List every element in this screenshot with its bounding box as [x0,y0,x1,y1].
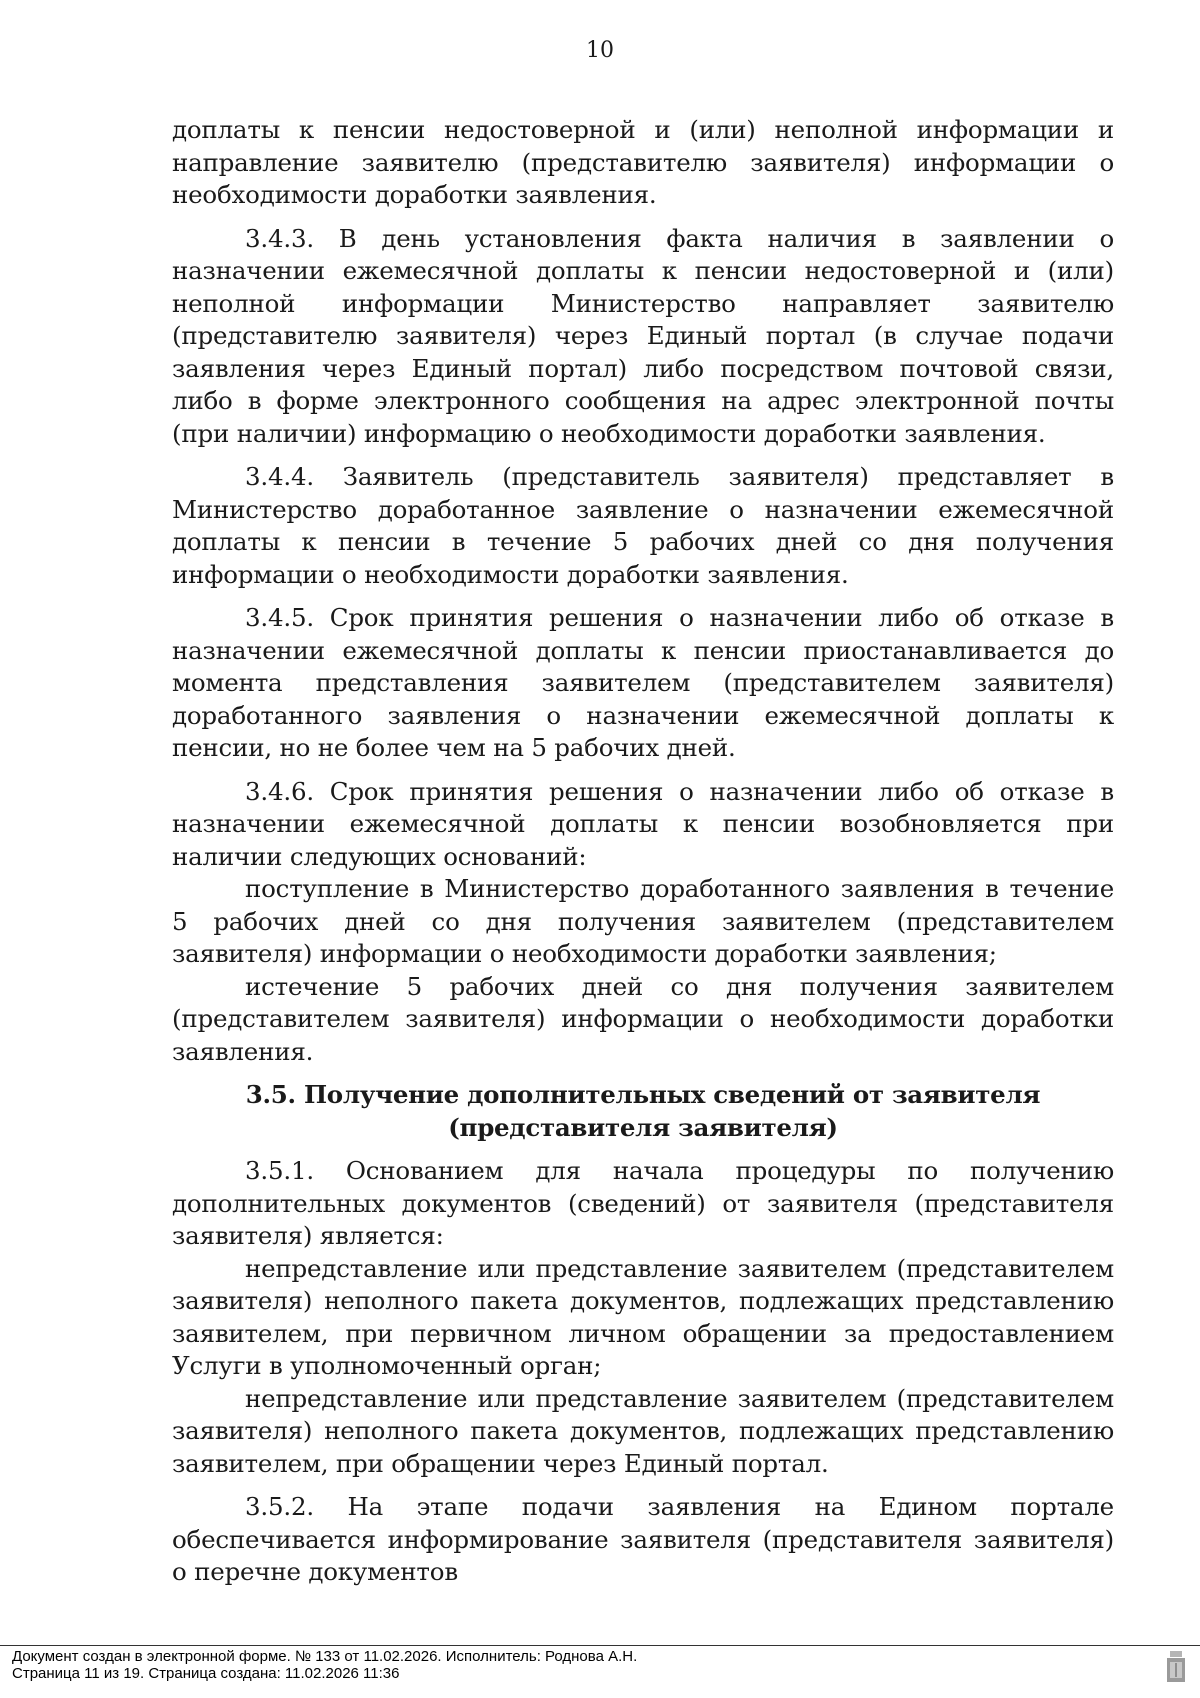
paragraph-3-4-5: 3.4.5. Срок принятия решения о назначении либо об отказе в назначении ежемесячной доплаты к пенсии приостанавливается до момента представления заявителем (представителем заявителя) доработанного заявления о назначении ежемесячной доплаты к пенсии, но не более чем на 5 рабочих дней. [172,603,1114,762]
paragraph-3-5-1: 3.5.1. Основанием для начала процедуры по получению дополнительных документов (сведений) от заявителя (представителя заявителя) является: [172,1156,1114,1250]
section-heading-3-5: 3.5. Получение дополнительных сведений от заявителя (представителя заявителя) [245,1080,1041,1142]
list-item-expiry: истечение 5 рабочих дней со дня получения заявителем (представителем заявителя) информации о необходимости доработки заявления. [172,971,1114,1066]
paragraph-3-5-2: 3.5.2. На этапе подачи заявления на Едином портале обеспечивается информирование заявителя (представителя заявителя) о перечне документов [172,1492,1114,1586]
document-footer [12,1648,637,1682]
footer-line-page: Страница 11 из 19. Страница создана: 11.02.2026 11:36 [12,1665,400,1682]
paragraph-continuation: доплаты к пенсии недостоверной и (или) неполной информации и направление заявителю (представителю заявителя) информации о необходимости доработки заявления. [172,115,1114,209]
document-body [172,114,1114,1589]
paragraph-3-4-6: 3.4.6. Срок принятия решения о назначении либо об отказе в назначении ежемесячной доплаты к пенсии возобновляется при наличии следующих оснований: [172,776,1114,871]
list-item-receipt: поступление в Министерство доработанного заявления в течение 5 рабочих дней со дня получения заявителем (представителем заявителя) информации о необходимости доработки заявления; [172,874,1114,968]
footer-line-document: Документ создан в электронной форме. № 133 от 11.02.2026. Исполнитель: Роднова А.Н. [12,1648,638,1665]
paragraph-3-4-4: 3.4.4. Заявитель (представитель заявителя) представляет в Министерство доработанное заявление о назначении ежемесячной доплаты к пенсии в течение 5 рабочих дней со дня получения информации о необходимости доработки заявления. [172,462,1114,589]
list-item-portal: непредставление или представление заявителем (представителем заявителя) неполного пакета документов, подлежащих представлению заявителем, при обращении через Единый портал. [172,1383,1114,1478]
paragraph-3-4-3: 3.4.3. В день установления факта наличия в заявлении о назначении ежемесячной доплаты к пенсии недостоверной и (или) неполной информации Министерство направляет заявителю (представителю заявителя) через Единый портал (в случае подачи заявления через Единый портал) либо посредством почтовой связи, либо в форме электронного сообщения на адрес электронной почты (при наличии) информацию о необходимости доработки заявления. [172,223,1114,448]
list-item-primary-visit: непредставление или представление заявителем (представителем заявителя) неполного пакета документов, подлежащих представлению заявителем, при первичном личном обращении за предоставлением Услуги в уполномоченный орган; [172,1253,1114,1380]
footer-divider [0,1645,1200,1646]
page-number: 10 [586,38,614,63]
emblem-icon [1166,1650,1186,1684]
